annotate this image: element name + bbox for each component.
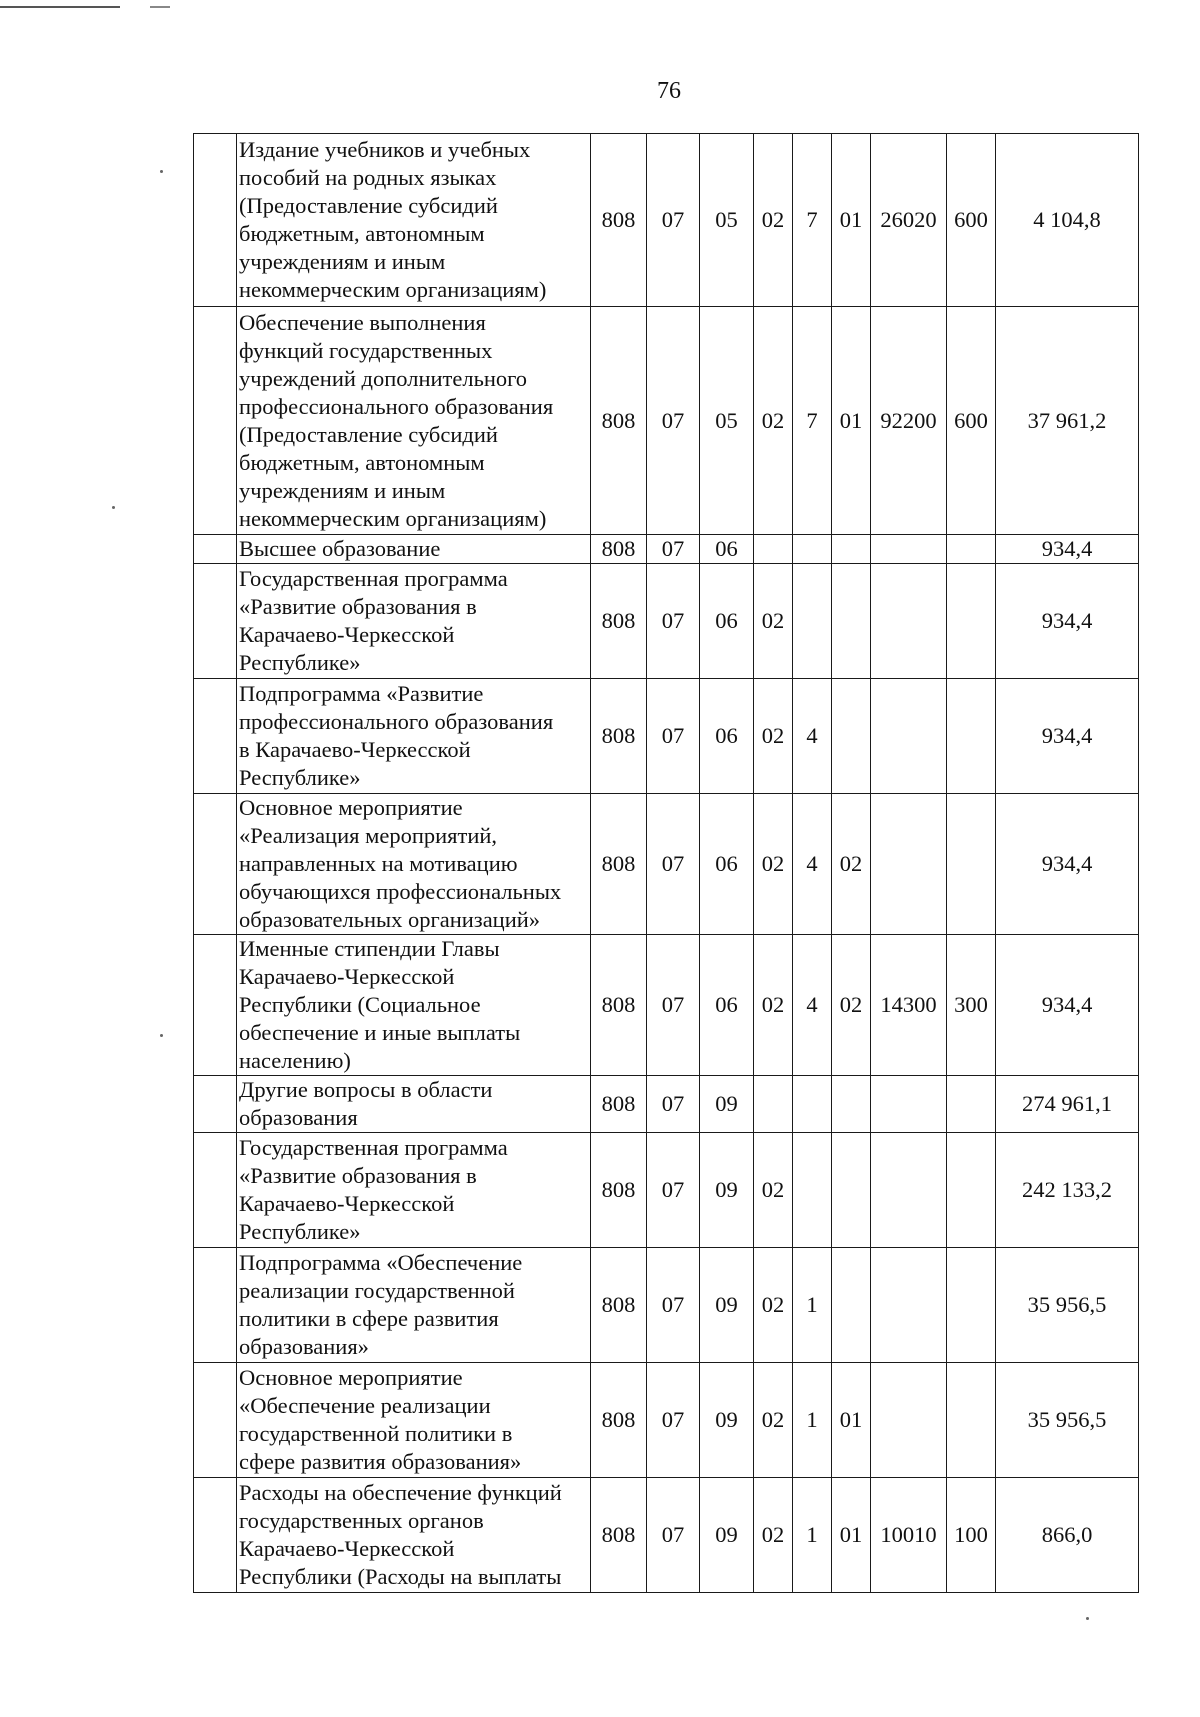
row-description: Подпрограмма «Обеспечение реализации государственной политики в сфере развития образования»	[237, 1248, 591, 1363]
cell-subsection-code: 05	[700, 307, 754, 535]
cell-amount: 35 956,5	[996, 1248, 1139, 1363]
cell-event-code	[832, 535, 871, 564]
cell-expense-type-code: 300	[947, 935, 996, 1076]
cell-amount: 37 961,2	[996, 307, 1139, 535]
cell-amount: 934,4	[996, 794, 1139, 935]
cell-program-code	[754, 535, 793, 564]
row-description: Основное мероприятие «Обеспечение реализации государственной политики в сфере развития образования»	[237, 1363, 591, 1478]
cell-program-code: 02	[754, 679, 793, 794]
cell-section-code: 07	[647, 935, 700, 1076]
cell-program-code: 02	[754, 1248, 793, 1363]
cell-subsection-code: 06	[700, 935, 754, 1076]
cell-ved-code: 808	[591, 134, 647, 307]
cell-subprogram-code: 1	[793, 1363, 832, 1478]
cell-index	[194, 935, 237, 1076]
scan-artifact-line	[150, 6, 170, 8]
cell-section-code: 07	[647, 1478, 700, 1593]
cell-index	[194, 134, 237, 307]
table-row	[194, 1478, 1139, 1593]
cell-subsection-code: 06	[700, 564, 754, 679]
row-description: Другие вопросы в области образования	[237, 1076, 591, 1133]
row-description: Подпрограмма «Развитие профессионального образования в Карачаево-Черкесской Республике»	[237, 679, 591, 794]
cell-section-code: 07	[647, 1363, 700, 1478]
cell-index	[194, 679, 237, 794]
cell-event-code	[832, 1248, 871, 1363]
table-row	[194, 535, 1139, 564]
cell-expense-type-code	[947, 1248, 996, 1363]
cell-direction-code: 92200	[871, 307, 947, 535]
cell-subprogram-code	[793, 1076, 832, 1133]
cell-amount: 4 104,8	[996, 134, 1139, 307]
cell-direction-code	[871, 1076, 947, 1133]
cell-index	[194, 794, 237, 935]
table-row	[194, 1363, 1139, 1478]
cell-subsection-code: 09	[700, 1478, 754, 1593]
cell-expense-type-code: 600	[947, 134, 996, 307]
cell-index	[194, 1076, 237, 1133]
table-row	[194, 1133, 1139, 1248]
cell-event-code	[832, 564, 871, 679]
cell-subsection-code: 05	[700, 134, 754, 307]
cell-index	[194, 1248, 237, 1363]
table-row	[194, 794, 1139, 935]
cell-subprogram-code: 4	[793, 935, 832, 1076]
cell-direction-code	[871, 1248, 947, 1363]
cell-event-code	[832, 1076, 871, 1133]
cell-section-code: 07	[647, 134, 700, 307]
cell-expense-type-code	[947, 1133, 996, 1248]
row-description: Высшее образование	[237, 535, 591, 564]
scan-speck	[1086, 1617, 1089, 1620]
cell-expense-type-code: 600	[947, 307, 996, 535]
table-row	[194, 935, 1139, 1076]
cell-ved-code: 808	[591, 679, 647, 794]
cell-index	[194, 1478, 237, 1593]
cell-subprogram-code: 7	[793, 307, 832, 535]
cell-event-code	[832, 1133, 871, 1248]
cell-program-code	[754, 1076, 793, 1133]
scan-speck	[160, 170, 163, 173]
cell-amount: 866,0	[996, 1478, 1139, 1593]
cell-amount: 934,4	[996, 535, 1139, 564]
cell-expense-type-code	[947, 1076, 996, 1133]
cell-event-code: 01	[832, 1478, 871, 1593]
cell-section-code: 07	[647, 679, 700, 794]
cell-ved-code: 808	[591, 935, 647, 1076]
cell-direction-code	[871, 679, 947, 794]
scan-speck	[160, 1034, 163, 1037]
cell-index	[194, 1363, 237, 1478]
cell-direction-code: 10010	[871, 1478, 947, 1593]
cell-subsection-code: 09	[700, 1363, 754, 1478]
table-row	[194, 679, 1139, 794]
cell-subsection-code: 06	[700, 679, 754, 794]
cell-event-code: 01	[832, 134, 871, 307]
cell-amount: 934,4	[996, 679, 1139, 794]
cell-ved-code: 808	[591, 1248, 647, 1363]
cell-subprogram-code: 1	[793, 1478, 832, 1593]
cell-subprogram-code	[793, 535, 832, 564]
cell-direction-code	[871, 535, 947, 564]
cell-section-code: 07	[647, 564, 700, 679]
cell-section-code: 07	[647, 1076, 700, 1133]
cell-subprogram-code: 1	[793, 1248, 832, 1363]
cell-program-code: 02	[754, 307, 793, 535]
cell-subsection-code: 06	[700, 794, 754, 935]
cell-program-code: 02	[754, 1478, 793, 1593]
row-description: Именные стипендии Главы Карачаево-Черкесской Республики (Социальное обеспечение и иные выплаты населению)	[237, 935, 591, 1076]
cell-program-code: 02	[754, 1133, 793, 1248]
cell-amount: 35 956,5	[996, 1363, 1139, 1478]
table-row	[194, 564, 1139, 679]
cell-expense-type-code: 100	[947, 1478, 996, 1593]
cell-subsection-code: 09	[700, 1133, 754, 1248]
cell-section-code: 07	[647, 1248, 700, 1363]
table-row	[194, 1248, 1139, 1363]
cell-event-code: 01	[832, 307, 871, 535]
cell-section-code: 07	[647, 1133, 700, 1248]
cell-section-code: 07	[647, 307, 700, 535]
cell-program-code: 02	[754, 134, 793, 307]
cell-ved-code: 808	[591, 564, 647, 679]
cell-expense-type-code	[947, 564, 996, 679]
cell-subsection-code: 09	[700, 1248, 754, 1363]
scan-speck	[112, 506, 115, 509]
row-description: Обеспечение выполнения функций государственных учреждений дополнительного профессионального образования (Предоставление субсидий бюджетным, автономным учреждениям и иным некоммерческим организациям)	[237, 307, 591, 535]
cell-ved-code: 808	[591, 1363, 647, 1478]
cell-ved-code: 808	[591, 1478, 647, 1593]
cell-program-code: 02	[754, 564, 793, 679]
cell-subprogram-code	[793, 1133, 832, 1248]
cell-direction-code: 26020	[871, 134, 947, 307]
cell-index	[194, 1133, 237, 1248]
cell-program-code: 02	[754, 1363, 793, 1478]
cell-subprogram-code: 4	[793, 794, 832, 935]
cell-event-code	[832, 679, 871, 794]
cell-subprogram-code	[793, 564, 832, 679]
cell-subprogram-code: 7	[793, 134, 832, 307]
cell-subprogram-code: 4	[793, 679, 832, 794]
row-description: Государственная программа «Развитие образования в Карачаево-Черкесской Республике»	[237, 1133, 591, 1248]
cell-index	[194, 535, 237, 564]
cell-subsection-code: 06	[700, 535, 754, 564]
cell-ved-code: 808	[591, 1076, 647, 1133]
table-row	[194, 134, 1139, 307]
row-description: Издание учебников и учебных пособий на родных языках (Предоставление субсидий бюджетным, автономным учреждениям и иным некоммерческим организациям)	[237, 134, 591, 307]
row-description: Расходы на обеспечение функций государственных органов Карачаево-Черкесской Республики (Расходы на выплаты	[237, 1478, 591, 1593]
cell-index	[194, 307, 237, 535]
cell-direction-code	[871, 794, 947, 935]
table-row	[194, 1076, 1139, 1133]
cell-section-code: 07	[647, 794, 700, 935]
cell-direction-code	[871, 1133, 947, 1248]
budget-table	[193, 133, 1139, 1593]
cell-ved-code: 808	[591, 535, 647, 564]
cell-program-code: 02	[754, 794, 793, 935]
cell-expense-type-code	[947, 794, 996, 935]
cell-amount: 934,4	[996, 564, 1139, 679]
cell-program-code: 02	[754, 935, 793, 1076]
cell-ved-code: 808	[591, 1133, 647, 1248]
row-description: Основное мероприятие «Реализация мероприятий, направленных на мотивацию обучающихся профессиональных образовательных организаций»	[237, 794, 591, 935]
cell-event-code: 01	[832, 1363, 871, 1478]
cell-expense-type-code	[947, 1363, 996, 1478]
cell-expense-type-code	[947, 679, 996, 794]
cell-direction-code	[871, 564, 947, 679]
cell-amount: 242 133,2	[996, 1133, 1139, 1248]
cell-expense-type-code	[947, 535, 996, 564]
row-description: Государственная программа «Развитие образования в Карачаево-Черкесской Республике»	[237, 564, 591, 679]
cell-direction-code	[871, 1363, 947, 1478]
cell-index	[194, 564, 237, 679]
cell-amount: 934,4	[996, 935, 1139, 1076]
cell-ved-code: 808	[591, 307, 647, 535]
table-row	[194, 307, 1139, 535]
cell-direction-code: 14300	[871, 935, 947, 1076]
cell-ved-code: 808	[591, 794, 647, 935]
table-body	[194, 134, 1139, 1593]
page-number: 76	[657, 78, 681, 104]
cell-section-code: 07	[647, 535, 700, 564]
cell-amount: 274 961,1	[996, 1076, 1139, 1133]
scan-artifact-line	[0, 6, 120, 8]
cell-event-code: 02	[832, 794, 871, 935]
cell-subsection-code: 09	[700, 1076, 754, 1133]
cell-event-code: 02	[832, 935, 871, 1076]
